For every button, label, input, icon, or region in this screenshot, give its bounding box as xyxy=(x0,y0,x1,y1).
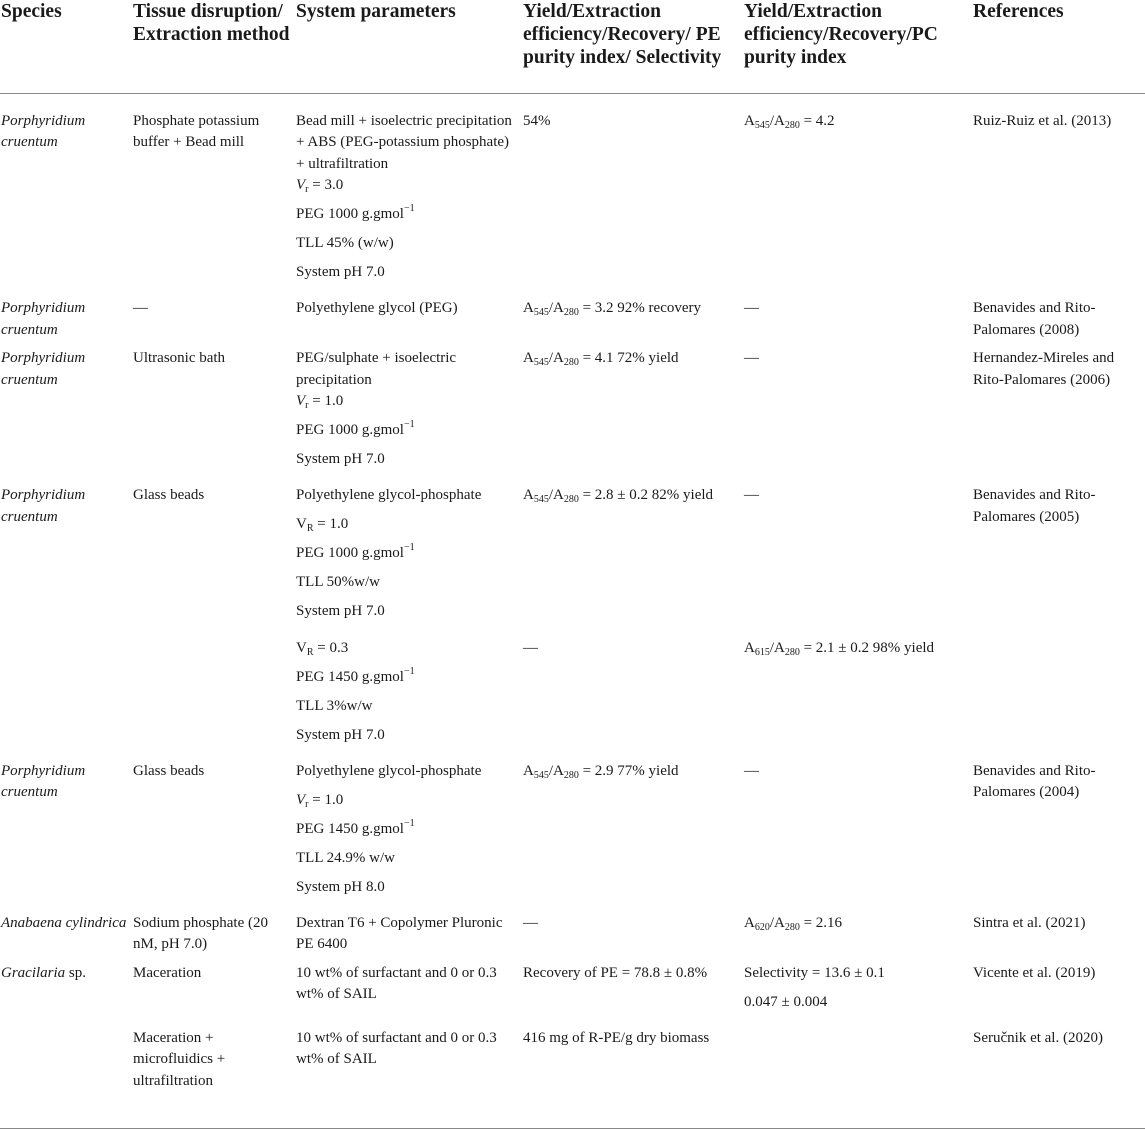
param-line: 10 wt% of surfactant and 0 or 0.3 wt% of SAIL xyxy=(296,964,497,1002)
tissue-cell: Sodium phosphate (20 nM, pH 7.0) xyxy=(133,914,268,952)
pc-cell: — xyxy=(744,300,759,316)
reference-cell: Ruiz-Ruiz et al. (2013) xyxy=(973,112,1112,129)
tissue-cell: Glass beads xyxy=(133,762,205,779)
system-params-cell xyxy=(295,341,522,478)
tissue-cell: Phosphate potassium buffer + Bead mill xyxy=(133,112,260,150)
tissue-cell: Ultrasonic bath xyxy=(133,350,226,366)
pc-cell: $A_{620}/A_{280} = 2.16$ xyxy=(744,914,843,933)
param-line: System pH 7.0 xyxy=(296,451,385,467)
pc-cell: — xyxy=(744,487,759,503)
param-line: Polyethylene glycol-phosphate xyxy=(296,762,482,779)
param-line: Polyethylene glycol-phosphate xyxy=(296,487,482,503)
pe-cell: — xyxy=(523,914,538,931)
tissue-cell xyxy=(132,630,295,754)
header-system: System parameters xyxy=(295,0,522,93)
param-line: System pH 7.0 xyxy=(296,264,385,280)
table-row xyxy=(0,1021,1145,1093)
table-row xyxy=(0,754,1145,906)
pe-cell: 54% xyxy=(523,112,551,129)
species-cell: Anabaena cylindrica xyxy=(1,914,127,931)
species-cell: Porphyridium cruentum xyxy=(1,350,86,388)
header-pc: Yield/Extraction efficiency/Recovery/PC purity index xyxy=(743,0,972,93)
pc-cell: — xyxy=(744,350,759,366)
system-params-cell xyxy=(295,906,522,956)
table-row xyxy=(0,291,1145,341)
table-row xyxy=(0,341,1145,478)
pe-cell: — xyxy=(523,639,538,656)
param-line: PEG/sulphate + isoelectric precipitation xyxy=(296,350,457,388)
param-line: $V_R = 1.0$ xyxy=(296,516,349,534)
param-line: $V_R = 0.3$ xyxy=(296,639,349,658)
param-line: TLL 3%w/w xyxy=(296,697,373,714)
species-cell xyxy=(0,1021,132,1093)
system-params-cell xyxy=(295,478,522,630)
tissue-cell: Maceration xyxy=(133,964,202,981)
pc-cell: $A_{545}/A_{280} = 4.2$ xyxy=(744,112,835,131)
param-line: Dextran T6 + Copolymer Pluronic PE 6400 xyxy=(296,914,503,952)
param-line: TLL 45% (w/w) xyxy=(296,235,394,251)
param-line: PEG 1000 g.gmol$^{-1}$ xyxy=(296,203,415,222)
pc-cell xyxy=(743,1021,972,1093)
reference-cell: Benavides and Rito-Palomares (2008) xyxy=(973,300,1096,338)
reference-cell: Seručnik et al. (2020) xyxy=(973,1029,1103,1046)
tissue-cell: — xyxy=(133,300,148,316)
param-line: 0.047 ± 0.004 xyxy=(744,993,828,1010)
species-cell: Porphyridium cruentum xyxy=(1,300,86,338)
header-tissue: Tissue disruption/ Extraction method xyxy=(132,0,295,93)
param-line: Bead mill + isoelectric precipitation + ABS (PEG-potassium phosphate) + ultrafiltration xyxy=(296,112,512,172)
param-line: $V_r = 1.0$ xyxy=(296,393,344,411)
header-row xyxy=(0,0,1145,93)
table-row xyxy=(0,906,1145,956)
species-cell: Porphyridium cruentum xyxy=(1,762,86,800)
table-row xyxy=(0,956,1145,1021)
system-params-cell xyxy=(295,630,522,754)
header-species: Species xyxy=(0,0,132,93)
system-params-cell xyxy=(295,956,522,1021)
header-pe: Yield/Extraction efficiency/Recovery/ PE purity index/ Selectivity xyxy=(522,0,743,93)
species-cell xyxy=(0,630,132,754)
system-params-cell xyxy=(295,1021,522,1093)
param-line: PEG 1450 g.gmol$^{-1}$ xyxy=(296,665,415,685)
pe-cell: $A_{545}/A_{280} = 3.2$ 92% recovery xyxy=(523,300,702,318)
species-cell: Gracilaria sp. xyxy=(1,964,87,981)
param-line: System pH 8.0 xyxy=(296,878,385,895)
param-line: TLL 24.9% w/w xyxy=(296,849,396,866)
system-params-cell xyxy=(295,754,522,906)
reference-cell xyxy=(972,630,1145,754)
pc-cell xyxy=(743,956,972,1021)
species-cell: Porphyridium cruentum xyxy=(1,487,86,525)
param-line: $V_r = 1.0$ xyxy=(296,791,344,810)
pc-cell: — xyxy=(744,762,759,779)
table-row xyxy=(0,93,1145,291)
tissue-cell: Glass beads xyxy=(133,487,205,503)
param-line: System pH 7.0 xyxy=(296,603,385,619)
reference-cell: Vicente et al. (2019) xyxy=(973,964,1096,981)
system-params-cell xyxy=(295,93,522,291)
param-line: PEG 1000 g.gmol$^{-1}$ xyxy=(296,419,415,438)
param-line: Selectivity = 13.6 ± 0.1 xyxy=(744,964,885,981)
tissue-cell: Maceration + microfluidics + ultrafiltration xyxy=(133,1029,226,1089)
pe-cell: $A_{545}/A_{280} = 2.9$ 77% yield xyxy=(523,762,679,781)
table-body xyxy=(0,93,1145,1092)
param-line: PEG 1000 g.gmol$^{-1}$ xyxy=(296,542,415,561)
param-line: $V_r = 3.0$ xyxy=(296,177,344,195)
reference-cell: Benavides and Rito-Palomares (2005) xyxy=(973,487,1096,525)
reference-cell: Sintra et al. (2021) xyxy=(973,914,1086,931)
pe-cell: $A_{545}/A_{280} = 2.8 \pm 0.2$ 82% yield xyxy=(523,487,714,505)
reference-cell: Benavides and Rito-Palomares (2004) xyxy=(973,762,1096,800)
table-bottom-rule xyxy=(0,1128,1145,1129)
pe-cell: 416 mg of R-PE/g dry biomass xyxy=(523,1029,710,1046)
species-cell: Porphyridium cruentum xyxy=(1,112,86,150)
reference-cell: Hernandez-Mireles and Rito-Palomares (2006) xyxy=(973,350,1115,388)
param-line: Polyethylene glycol (PEG) xyxy=(296,300,458,316)
pc-cell: $A_{615}/A_{280} = 2.1 \pm 0.2$ 98% yield xyxy=(744,639,935,658)
table-row xyxy=(0,478,1145,630)
param-line: System pH 7.0 xyxy=(296,726,385,743)
param-line: 10 wt% of surfactant and 0 or 0.3 wt% of SAIL xyxy=(296,1029,497,1067)
pe-cell: $A_{545}/A_{280} = 4.1$ 72% yield xyxy=(523,350,679,368)
table-subrow xyxy=(0,630,1145,754)
param-line: TLL 50%w/w xyxy=(296,574,381,590)
pe-cell: Recovery of PE = 78.8 ± 0.8% xyxy=(523,964,708,981)
header-refs: References xyxy=(972,0,1145,93)
param-line: PEG 1450 g.gmol$^{-1}$ xyxy=(296,817,415,837)
system-params-cell xyxy=(295,291,522,341)
